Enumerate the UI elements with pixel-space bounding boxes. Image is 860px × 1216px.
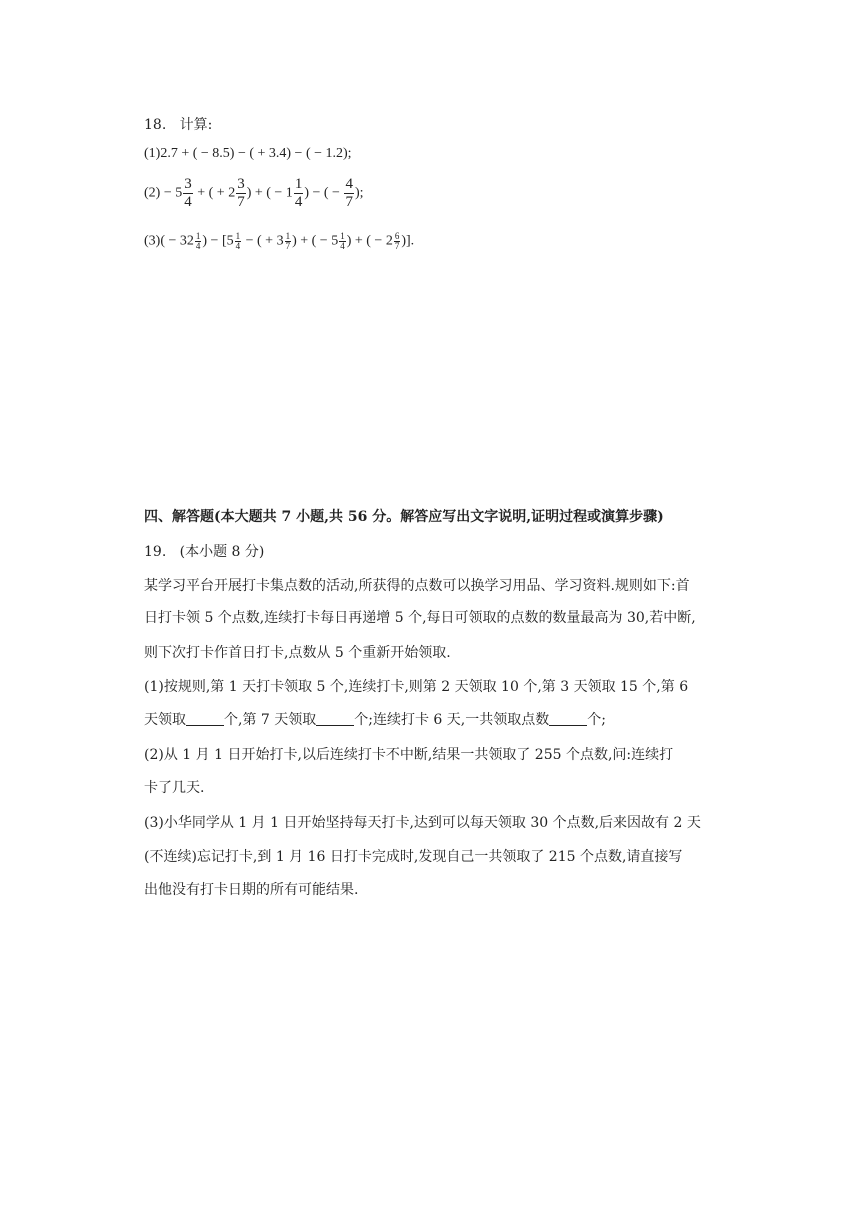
item2-fraction-3	[294, 176, 304, 211]
denominator: 4	[340, 241, 345, 251]
text-segment: 个;	[587, 712, 606, 728]
item3-fraction-a	[195, 232, 202, 251]
section-heading: 四、解答题(本大题共 7 小题,共 56 分。解答应写出文字说明,证明过程或演算步骤)	[144, 509, 664, 525]
item3-fraction-e	[394, 232, 401, 251]
item3-term-d-lead: ) + ( − 5	[292, 233, 339, 249]
item3-fraction-c	[285, 232, 292, 251]
q19-part2-line-1: (2)从 1 月 1 日开始打卡,以后连续打卡不中断,结果一共领取了 255 个点数,问:连续打	[144, 747, 674, 763]
denominator: 7	[394, 241, 400, 251]
q19-part2-line-2: 卡了几天.	[144, 780, 205, 796]
numerator: 4	[345, 176, 353, 192]
denominator: 7	[285, 241, 291, 251]
q19-part3-line-3: 出他没有打卡日期的所有可能结果.	[144, 882, 359, 898]
item1-expression: 2.7 + ( − 8.5) − ( + 3.4) − ( − 1.2);	[160, 146, 352, 161]
text-segment: 个;连续打卡 6 天,一共领取点数	[354, 712, 550, 728]
q19-intro-line-1: 某学习平台开展打卡集点数的活动,所获得的点数可以换学习用品、学习资料.规则如下:首	[144, 578, 690, 594]
item2-prefix: (2)	[144, 185, 161, 201]
item3-fraction-b	[235, 232, 242, 251]
item2-term2-lead: + ( + 2	[193, 185, 236, 201]
item2-term1-lead: − 5	[160, 185, 183, 201]
text-segment: 天领取	[144, 712, 186, 728]
q19-part3-line-2: (不连续)忘记打卡,到 1 月 16 日打卡完成时,发现自己一共领取了 215 个点数,请直接写	[144, 849, 683, 865]
item3-term-a-lead: ( − 32	[160, 233, 194, 249]
q18-header	[144, 114, 212, 134]
answer-blank-total[interactable]	[549, 713, 587, 726]
numerator: 1	[195, 231, 201, 241]
text-segment: 个,第 7 天领取	[224, 712, 317, 728]
q19-intro-line-2: 日打卡领 5 个点数,连续打卡每日再递增 5 个,每日可领取的点数的数量最高为 30,若中断,	[144, 610, 696, 626]
denominator: 4	[184, 194, 192, 210]
q19-number: 19.	[144, 544, 167, 560]
q19-intro-line-3: 则下次打卡作首日打卡,点数从 5 个重新开始领取.	[144, 645, 451, 661]
numerator: 3	[237, 176, 245, 192]
numerator: 1	[235, 231, 241, 241]
item2-term3-lead: ) + ( − 1	[246, 185, 293, 201]
answer-blank-day7[interactable]	[316, 713, 354, 726]
denominator: 4	[294, 194, 303, 210]
numerator: 6	[394, 231, 400, 241]
item2-fraction-1	[183, 176, 193, 211]
item3-term-e-lead: ) + ( − 2	[346, 233, 393, 249]
denominator: 4	[235, 241, 241, 251]
q18-item1	[144, 146, 352, 162]
q18-item3	[144, 232, 414, 251]
q18-number: 18.	[144, 117, 167, 133]
q18-item2	[144, 176, 364, 211]
q19-part1-line-2	[144, 709, 606, 729]
item3-tail: )].	[401, 233, 415, 249]
q19-part1-line-1: (1)按规则,第 1 天打卡领取 5 个,连续打卡,则第 2 天领取 10 个,第 3 天领取 15 个,第 6	[144, 679, 689, 695]
q19-part3-line-1: (3)小华同学从 1 月 1 日开始坚持每天打卡,达到可以每天领取 30 个点数,后来因故有 2 天	[144, 815, 701, 831]
item3-term-c-lead: − ( + 3	[242, 233, 284, 249]
item3-term-b-lead: ) − [5	[202, 233, 234, 249]
item3-prefix: (3)	[144, 233, 161, 249]
answer-blank-day6[interactable]	[186, 713, 224, 726]
numerator: 3	[184, 176, 192, 192]
item2-fraction-4	[344, 176, 354, 211]
denominator: 7	[345, 194, 353, 210]
denominator: 4	[195, 241, 201, 251]
q18-label: 计算:	[179, 117, 213, 133]
item2-fraction-2	[236, 176, 246, 211]
item1-prefix: (1)	[144, 146, 161, 161]
denominator: 7	[237, 194, 245, 210]
item3-fraction-d	[339, 232, 346, 251]
numerator: 1	[294, 176, 303, 192]
numerator: 1	[340, 231, 345, 241]
item2-term4-lead: ) − ( −	[304, 185, 344, 201]
item2-tail: );	[354, 185, 364, 201]
q19-score: (本小题 8 分)	[179, 544, 265, 560]
q19-header	[144, 541, 264, 561]
numerator: 1	[285, 231, 291, 241]
